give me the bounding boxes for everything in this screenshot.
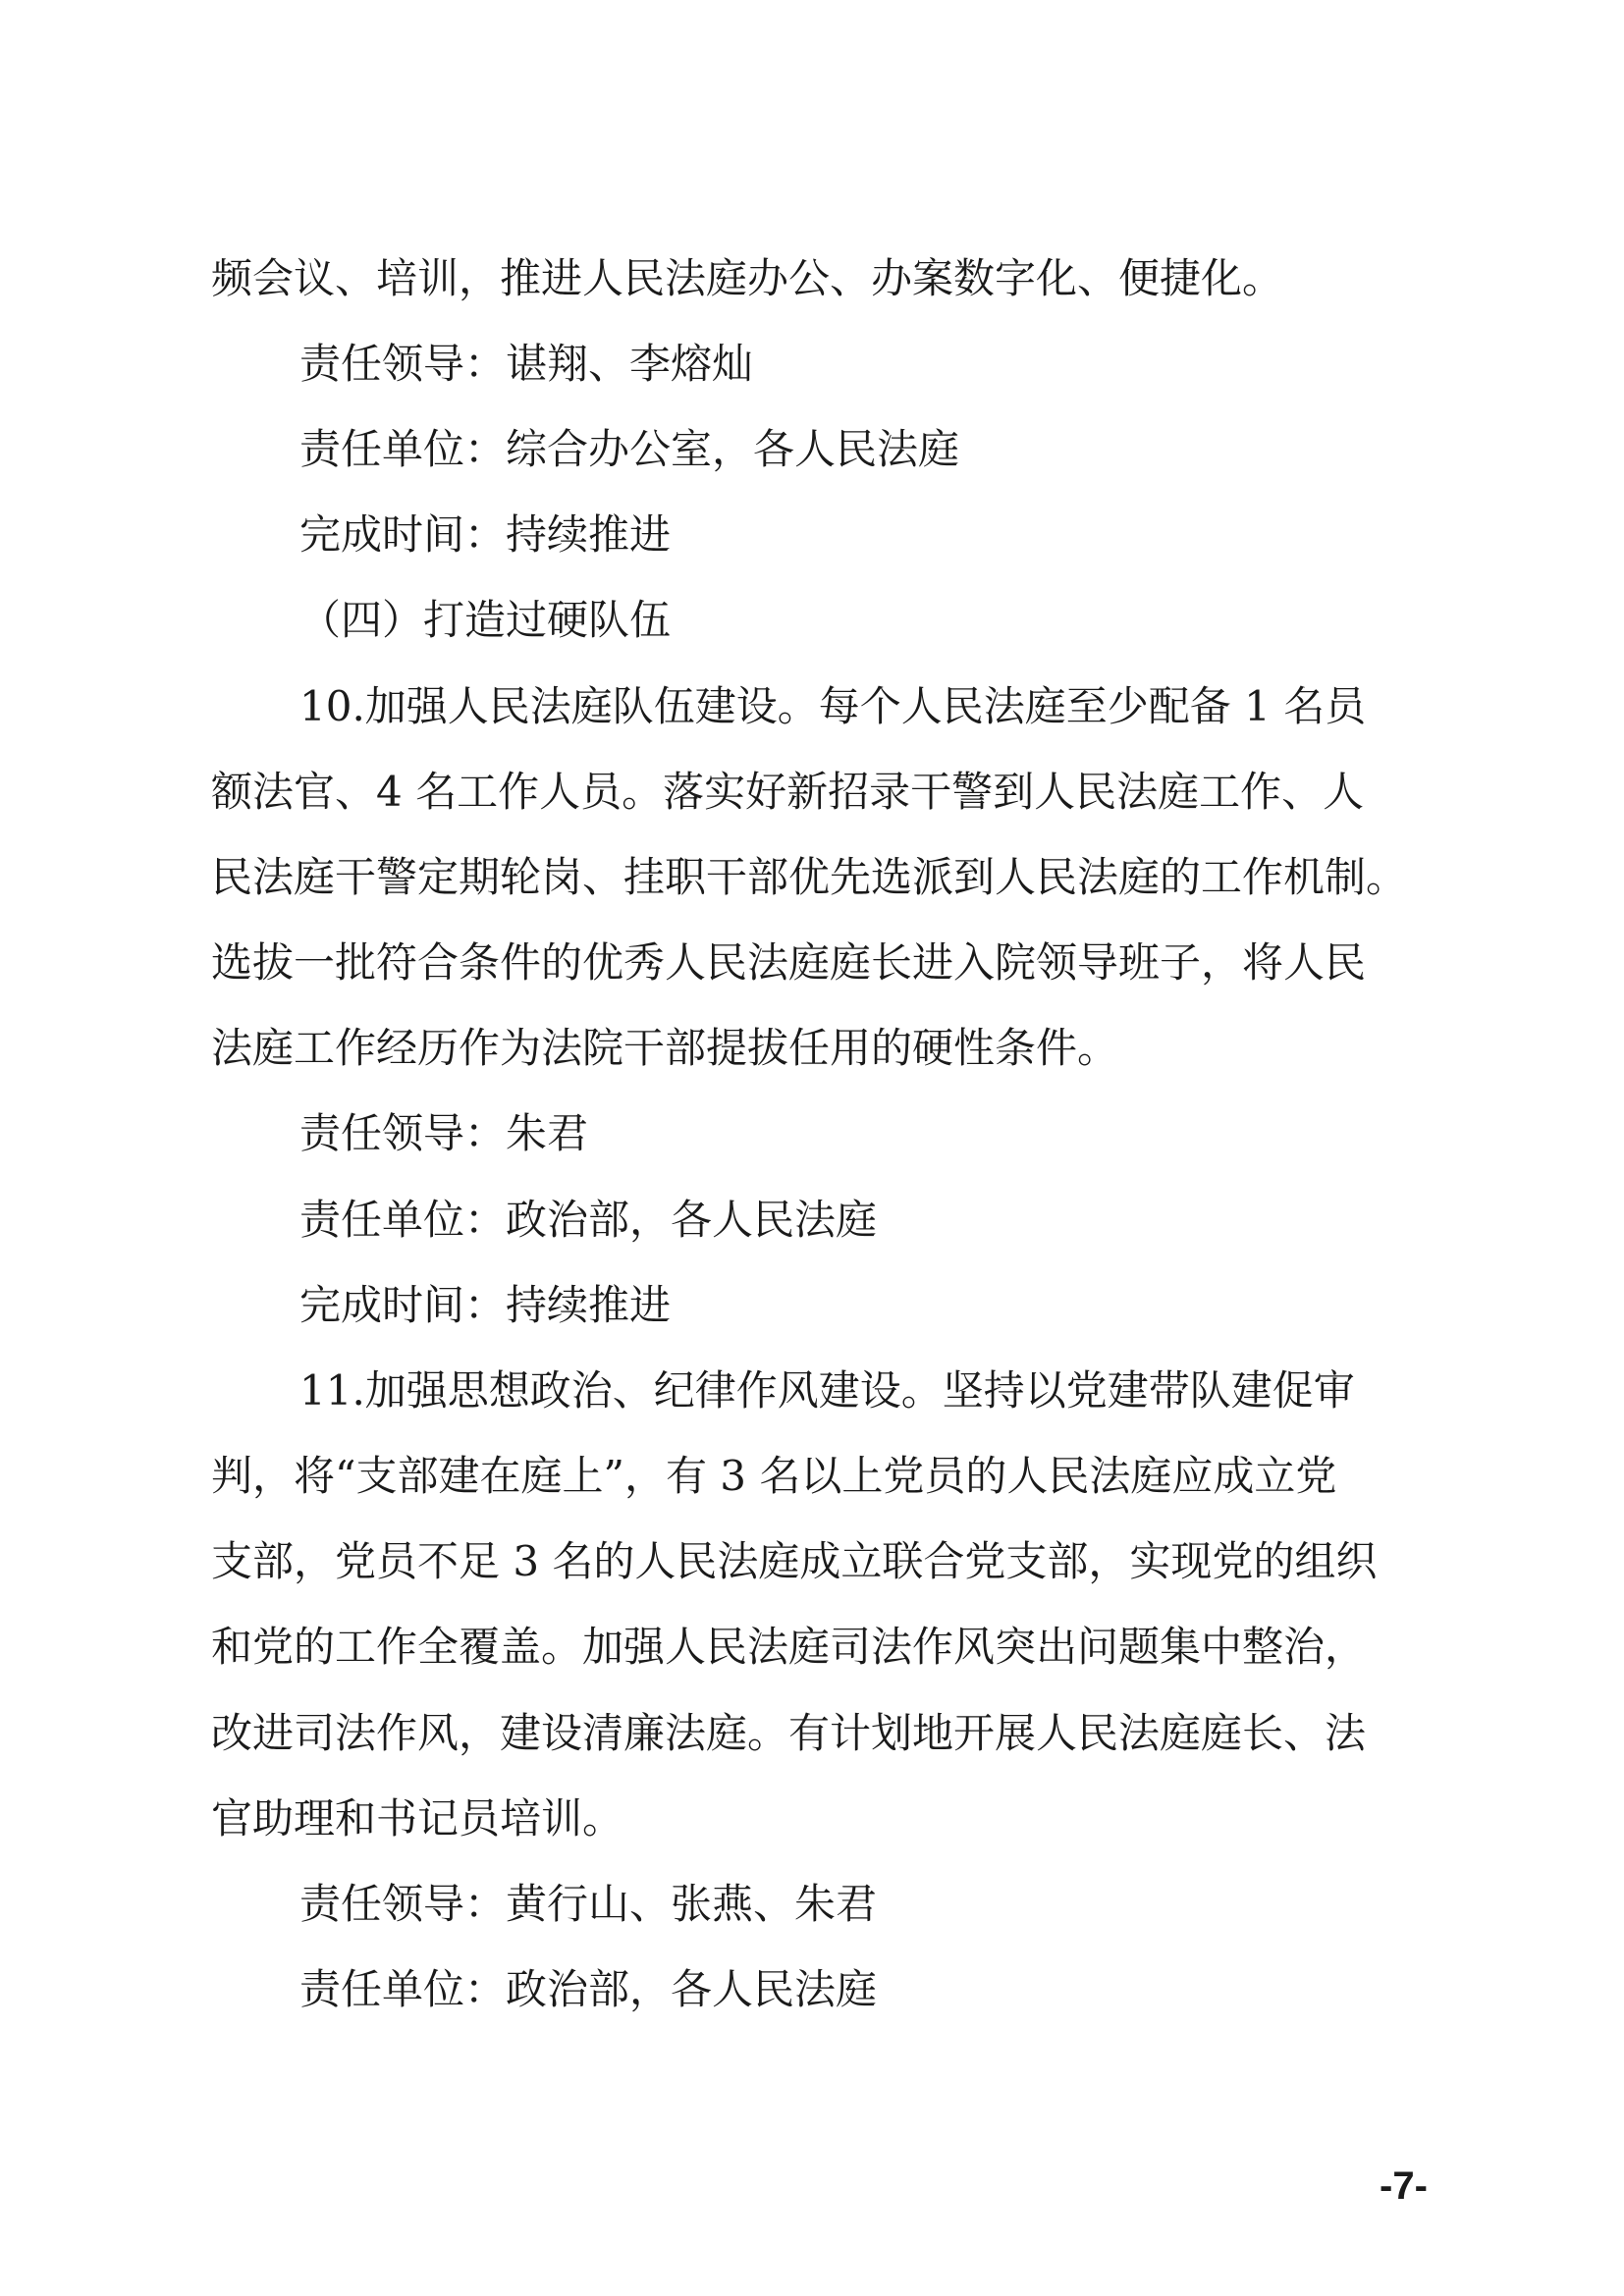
body-line: 额法官、4 名工作人员。落实好新招录干警到人民法庭工作、人 xyxy=(211,768,1365,816)
body-line: 支部，党员不足 3 名的人民法庭成立联合党支部，实现党的组织 xyxy=(211,1537,1378,1585)
item-heading-line: 10.加强人民法庭队伍建设。每个人民法庭至少配备 1 名员 xyxy=(299,682,1367,730)
responsible-unit-line: 责任单位：政治部，各人民法庭 xyxy=(299,1196,878,1244)
body-line: 判，将“支部建在庭上”，有 3 名以上党员的人民法庭应成立党 xyxy=(211,1452,1337,1500)
section-heading: （四）打造过硬队伍 xyxy=(299,596,672,644)
responsible-unit-line: 责任单位：政治部，各人民法庭 xyxy=(299,1965,878,2013)
body-line: 官助理和书记员培训。 xyxy=(211,1794,624,1842)
body-line: 改进司法作风，建设清廉法庭。有计划地开展人民法庭庭长、法 xyxy=(211,1709,1367,1757)
body-line: 民法庭干警定期轮岗、挂职干部优先选派到人民法庭的工作机制。 xyxy=(211,853,1408,901)
responsible-leader-line: 责任领导：黄行山、张燕、朱君 xyxy=(299,1880,878,1928)
body-line: 频会议、培训，推进人民法庭办公、办案数字化、便捷化。 xyxy=(211,254,1284,302)
body-line: 选拔一批符合条件的优秀人民法庭庭长进入院领导班子，将人民 xyxy=(211,938,1367,987)
completion-time-line: 完成时间：持续推进 xyxy=(299,1281,672,1329)
page-number: -7- xyxy=(1380,2164,1428,2208)
responsible-unit-line: 责任单位：综合办公室，各人民法庭 xyxy=(299,425,960,473)
item-heading-line: 11.加强思想政治、纪律作风建设。坚持以党建带队建促审 xyxy=(299,1366,1355,1415)
body-line: 法庭工作经历作为法院干部提拔任用的硬性条件。 xyxy=(211,1024,1119,1072)
responsible-leader-line: 责任领导：谌翔、李熔灿 xyxy=(299,340,754,388)
completion-time-line: 完成时间：持续推进 xyxy=(299,510,672,559)
responsible-leader-line: 责任领导：朱君 xyxy=(299,1109,589,1157)
body-line: 和党的工作全覆盖。加强人民法庭司法作风突出问题集中整治， xyxy=(211,1623,1367,1671)
